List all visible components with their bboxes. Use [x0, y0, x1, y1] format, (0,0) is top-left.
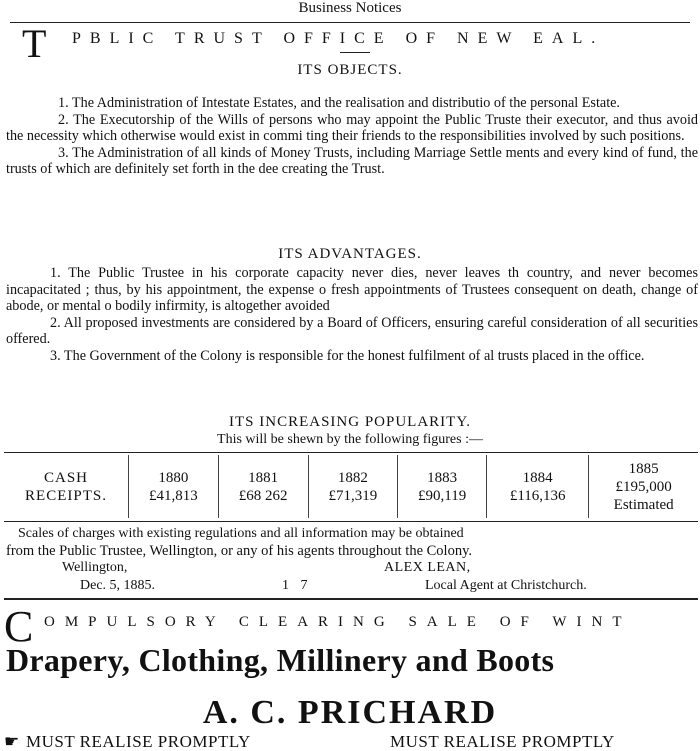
advantage-item-2: 2. All proposed investments are considered by a Board of Officers, ensuring careful consideration of all securities offered. [6, 314, 698, 348]
receipts-year: 1882 [337, 469, 368, 486]
objects-title: ITS OBJECTS. [297, 62, 403, 78]
receipts-year: 1883 [427, 469, 458, 486]
receipts-cell [589, 455, 698, 518]
notice-bottom-rule [4, 598, 698, 600]
receipts-year: 1880 [158, 469, 189, 486]
dropcap-c: C [4, 602, 34, 651]
receipts-amount: £90,119 [418, 487, 467, 504]
table-bottom-rule [4, 521, 698, 522]
receipts-note: Estimated [613, 496, 674, 513]
advantage-item-1: 1. The Public Trustee in his corporate capacity never dies, never leaves th country, and never becomes incapacitated ; thus, by his appointment, the expense o fresh appointments of Trustees consequent on death, change of abode, or mental o bodily infirmity, is altogether avoided [6, 265, 698, 315]
receipts-amount: £68 262 [238, 487, 288, 504]
receipts-amount: £195,000 [615, 478, 672, 495]
receipts-year: 1881 [248, 469, 279, 486]
agent-name: ALEX LEAN, [384, 560, 471, 575]
object-item-2: 2. The Executorship of the Wills of persons who may appoint the Public Truste their executor, and thus avoid the necessity which otherwise would exist in commi ting their friends to the responsibilities involved by such positions. [6, 111, 698, 145]
advantage-item-3: 3. The Government of the Colony is responsible for the honest fulfilment of al trusts placed in the office. [50, 347, 645, 364]
advantages-title: ITS ADVANTAGES. [278, 246, 422, 262]
receipts-cell [398, 455, 487, 518]
sale-heading: OMPULSORY CLEARING SALE OF WINT [44, 614, 632, 630]
top-rule [10, 22, 690, 23]
receipts-cell [218, 455, 308, 518]
advantages-list [6, 265, 698, 365]
reference-number: 1 7 [282, 578, 312, 593]
receipts-label-line2: RECEIPTS. [25, 487, 107, 504]
notice-heading: PBLIC TRUST OFFICE OF NEW EAL. [72, 30, 605, 47]
receipts-label [4, 455, 129, 518]
receipts-amount: £41,813 [149, 487, 198, 504]
receipts-amount: £116,136 [509, 487, 566, 504]
dropcap-t: T [22, 21, 47, 66]
merchant-name: A. C. PRICHARD [202, 694, 498, 731]
receipts-year: 1885 [628, 460, 659, 477]
objects-list [6, 95, 698, 178]
popularity-title: ITS INCREASING POPULARITY. [229, 414, 471, 430]
pointing-hand-icon: ☛ [4, 732, 20, 751]
date: Dec. 5, 1885. [80, 578, 156, 593]
receipts-year: 1884 [522, 469, 553, 486]
receipts-cell [129, 455, 219, 518]
receipts-amount: £71,319 [328, 487, 378, 504]
slogan-right: MUST REALISE PROMPTLY [390, 732, 615, 751]
short-rule [340, 52, 370, 53]
sale-goods: Drapery, Clothing, Millinery and Boots [6, 642, 555, 678]
object-item-3: 3. The Administration of all kinds of Money Trusts, including Marriage Settle ments and every kind of fund, the trusts of which are definitely set forth in the dee creating the Trust. [6, 144, 698, 178]
agent-title: Local Agent at Christchurch. [425, 578, 587, 593]
footer-line-1: Scales of charges with existing regulations and all information may be obtained [18, 526, 464, 541]
receipts-cell [308, 455, 398, 518]
receipts-table [4, 455, 698, 518]
footer-line-2: from the Public Trustee, Wellington, or any of his agents throughout the Colony. [6, 543, 473, 559]
popularity-subtitle: This will be shewn by the following figures :— [217, 432, 483, 447]
place: Wellington, [62, 560, 128, 575]
table-top-rule [4, 452, 698, 453]
receipts-cell [487, 455, 589, 518]
object-item-1: 1. The Administration of Intestate Estates, and the realisation and distributio of the personal Estate. [58, 95, 620, 111]
slogan-left: MUST REALISE PROMPTLY [26, 732, 251, 751]
section-header: Business Notices [298, 0, 402, 16]
receipts-label-line1: CASH [43, 469, 88, 486]
